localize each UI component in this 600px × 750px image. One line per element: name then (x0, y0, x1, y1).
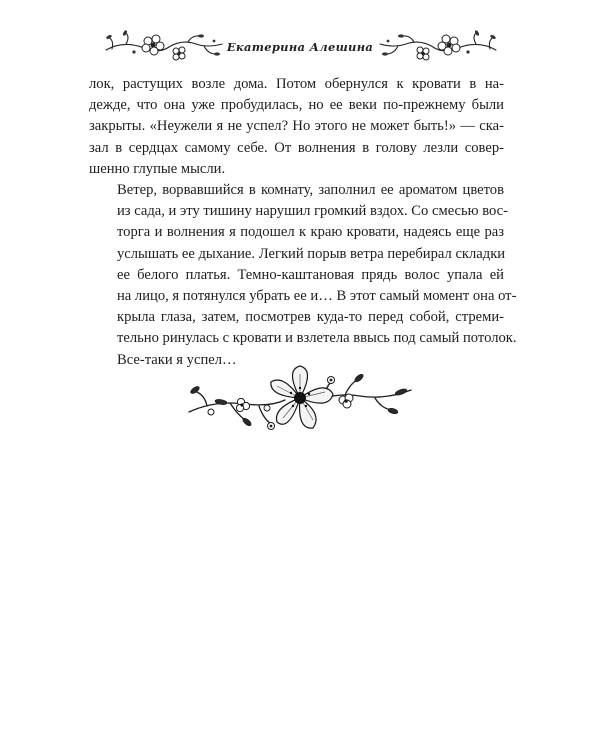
text-line: услышать ее дыхание. Легкий порыв ветра перебирал складки (117, 245, 506, 262)
paragraph (89, 180, 517, 371)
text-line: на лицо, я потянулся убрать ее и… В этот самый момент она от- (117, 288, 517, 305)
text-line: крыла глаза, затем, посмотрев куда-то перед собой, стреми- (117, 309, 504, 326)
running-header (0, 30, 600, 70)
floral-vine-icon (104, 30, 224, 64)
author-name: Екатерина Алешина (226, 40, 374, 54)
paragraph (89, 74, 504, 180)
text-line: тельно ринулась с кровати и взлетела ввысь под самый потолок. (117, 330, 517, 347)
text-line: шенно глупые мысли. (89, 160, 226, 177)
text-line: Ветер, ворвавшийся в комнату, заполнил ее ароматом цветов (117, 182, 504, 199)
text-line: закрыты. «Неужели я не успел? Но этого не может быть!» — ска- (89, 118, 504, 135)
text-line: зал в сердцах самому себе. От волнения в голову лезли совер- (89, 139, 504, 156)
text-line: ее белого платья. Темно-каштановая прядь волос упала ей (117, 266, 504, 283)
text-line: из сада, и эту тишину нарушил громкий вздох. Со смесью вос- (117, 203, 509, 220)
cherry-blossom-branch-icon (185, 362, 415, 442)
text-line: дежде, что она уже пробудилась, но ее веки по-прежнему были (89, 97, 504, 114)
text-line: Все-таки я успел… (117, 351, 237, 368)
floral-vine-icon (378, 30, 498, 64)
story-text (89, 74, 517, 371)
text-line: торга и волнения я подошел к краю кровати, надеясь еще раз (117, 224, 504, 241)
text-line: лок, растущих возле дома. Потом обернулся к кровати в на- (89, 76, 504, 92)
